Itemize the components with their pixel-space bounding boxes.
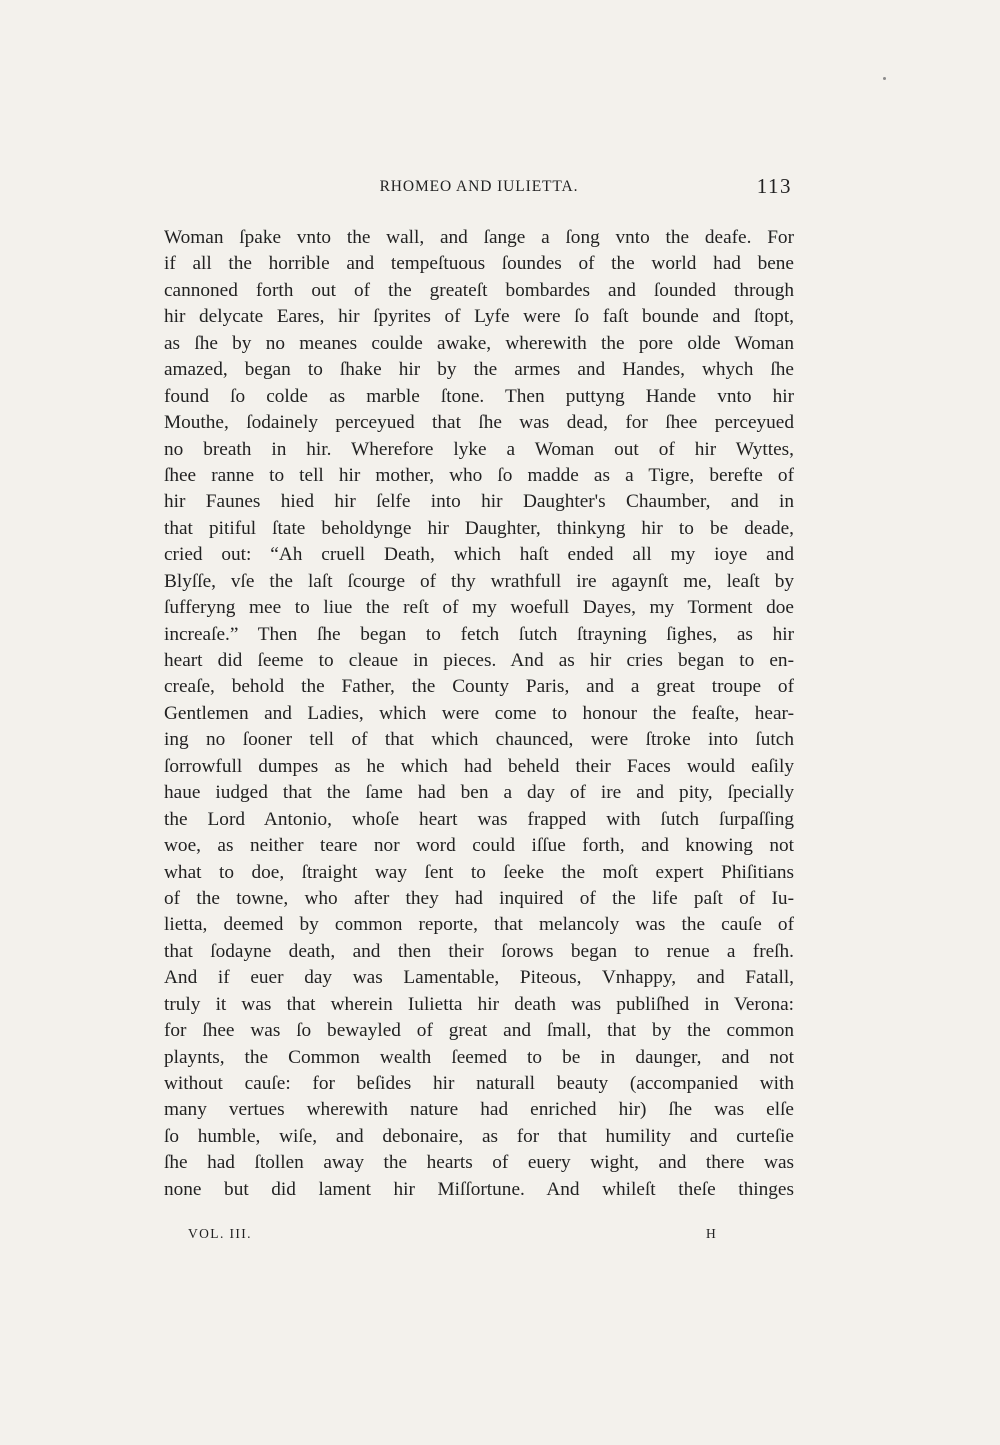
text-line: lietta, deemed by common reporte, that melancoly was the cauſe of: [164, 914, 794, 936]
text-line: heart did ſeeme to cleaue in pieces. And as hir cries began to en-: [164, 650, 794, 671]
text-line: as ſhe by no meanes coulde awake, wherewith the pore olde Woman: [164, 332, 794, 354]
text-line: many vertues wherewith nature had enriched hir) ſhe was elſe: [164, 1099, 794, 1121]
text-line: cannoned forth out of the greateſt bombardes and ſounded through: [164, 279, 794, 301]
page-number: 113: [756, 174, 792, 198]
text-line: woe, as neither teare nor word could iſſue forth, and knowing not: [164, 835, 794, 857]
text-line: ſorrowfull dumpes as he which had beheld their Faces would eaſily: [164, 755, 794, 777]
text-line: ſo humble, wiſe, and debonaire, as for that humility and curteſie: [164, 1125, 794, 1147]
text-line: if all the horrible and tempeſtuous ſoundes of the world had bene: [164, 253, 794, 275]
text-line: found ſo colde as marble ſtone. Then puttyng Hande vnto hir: [164, 385, 794, 407]
text-line: increaſe.” Then ſhe began to fetch ſutch ſtrayning ſighes, as hir: [164, 623, 794, 645]
text-line: hir delycate Eares, hir ſpyrites of Lyfe were ſo faſt bounde and ſtopt,: [164, 306, 794, 328]
text-line: what to doe, ſtraight way ſent to ſeeke the moſt expert Phiſitians: [164, 861, 794, 883]
text-line: Gentlemen and Ladies, which were come to honour the feaſte, hear-: [164, 702, 794, 724]
page-footer: [180, 1224, 740, 1248]
text-line: of the towne, who after they had inquired of the life paſt of Iu-: [164, 887, 794, 909]
text-line: creaſe, behold the Father, the County Paris, and a great troupe of: [164, 676, 794, 698]
text-line: hir Faunes hied hir ſelfe into hir Daughter's Chaumber, and in: [164, 491, 794, 513]
text-line: no breath in hir. Wherefore lyke a Woman out of hir Wyttes,: [164, 438, 794, 460]
text-line: without cauſe: for beſides hir naturall beauty (accompanied with: [164, 1073, 794, 1094]
text-line: the Lord Antonio, whoſe heart was frapped with ſutch ſurpaſſing: [164, 808, 794, 830]
running-title: RHOMEO AND IULIETTA.: [379, 178, 579, 195]
text-line: that pitiful ſtate beholdynge hir Daughter, thinkyng hir to be deade,: [164, 517, 794, 539]
text-line: truly it was that wherein Iulietta hir death was publiſhed in Verona:: [164, 993, 794, 1015]
body-text: [164, 225, 794, 1203]
text-line: Blyſſe, vſe the laſt ſcourge of thy wrathfull ire agaynſt me, leaſt by: [164, 570, 794, 592]
paper-speck: [883, 77, 886, 80]
text-line: cried out: “Ah cruell Death, which haſt ended all my ioye and: [164, 544, 794, 566]
text-line: for ſhee was ſo bewayled of great and ſmall, that by the common: [164, 1020, 794, 1042]
text-line: amazed, began to ſhake hir by the armes and Handes, whych ſhe: [164, 359, 794, 381]
text-line: ſufferyng mee to liue the reſt of my woefull Dayes, my Torment doe: [164, 597, 794, 619]
text-line: And if euer day was Lamentable, Piteous, Vnhappy, and Fatall,: [164, 967, 794, 989]
text-line: ſhee ranne to tell hir mother, who ſo madde as a Tigre, berefte of: [164, 464, 794, 486]
text-line: playnts, the Common wealth ſeemed to be in daunger, and not: [164, 1046, 794, 1068]
gathering-signature: H: [706, 1226, 717, 1241]
text-line: ſhe had ſtollen away the hearts of euery wight, and there was: [164, 1152, 794, 1174]
text-line: ing no ſooner tell of that which chaunced, were ſtroke into ſutch: [164, 729, 794, 751]
text-line: that ſodayne death, and then their ſorows began to renue a freſh.: [164, 940, 794, 962]
volume-signature: VOL. III.: [188, 1226, 252, 1241]
text-line: haue iudged that the ſame had ben a day of ire and pity, ſpecially: [164, 782, 794, 804]
text-line: Woman ſpake vnto the wall, and ſange a ſong vnto the deafe. For: [164, 227, 794, 248]
page-header: [166, 176, 792, 206]
text-line: none but did lament hir Miſſortune. And whileſt theſe thinges: [164, 1178, 794, 1200]
text-line: Mouthe, ſodainely perceyued that ſhe was dead, for ſhee perceyued: [164, 412, 794, 434]
